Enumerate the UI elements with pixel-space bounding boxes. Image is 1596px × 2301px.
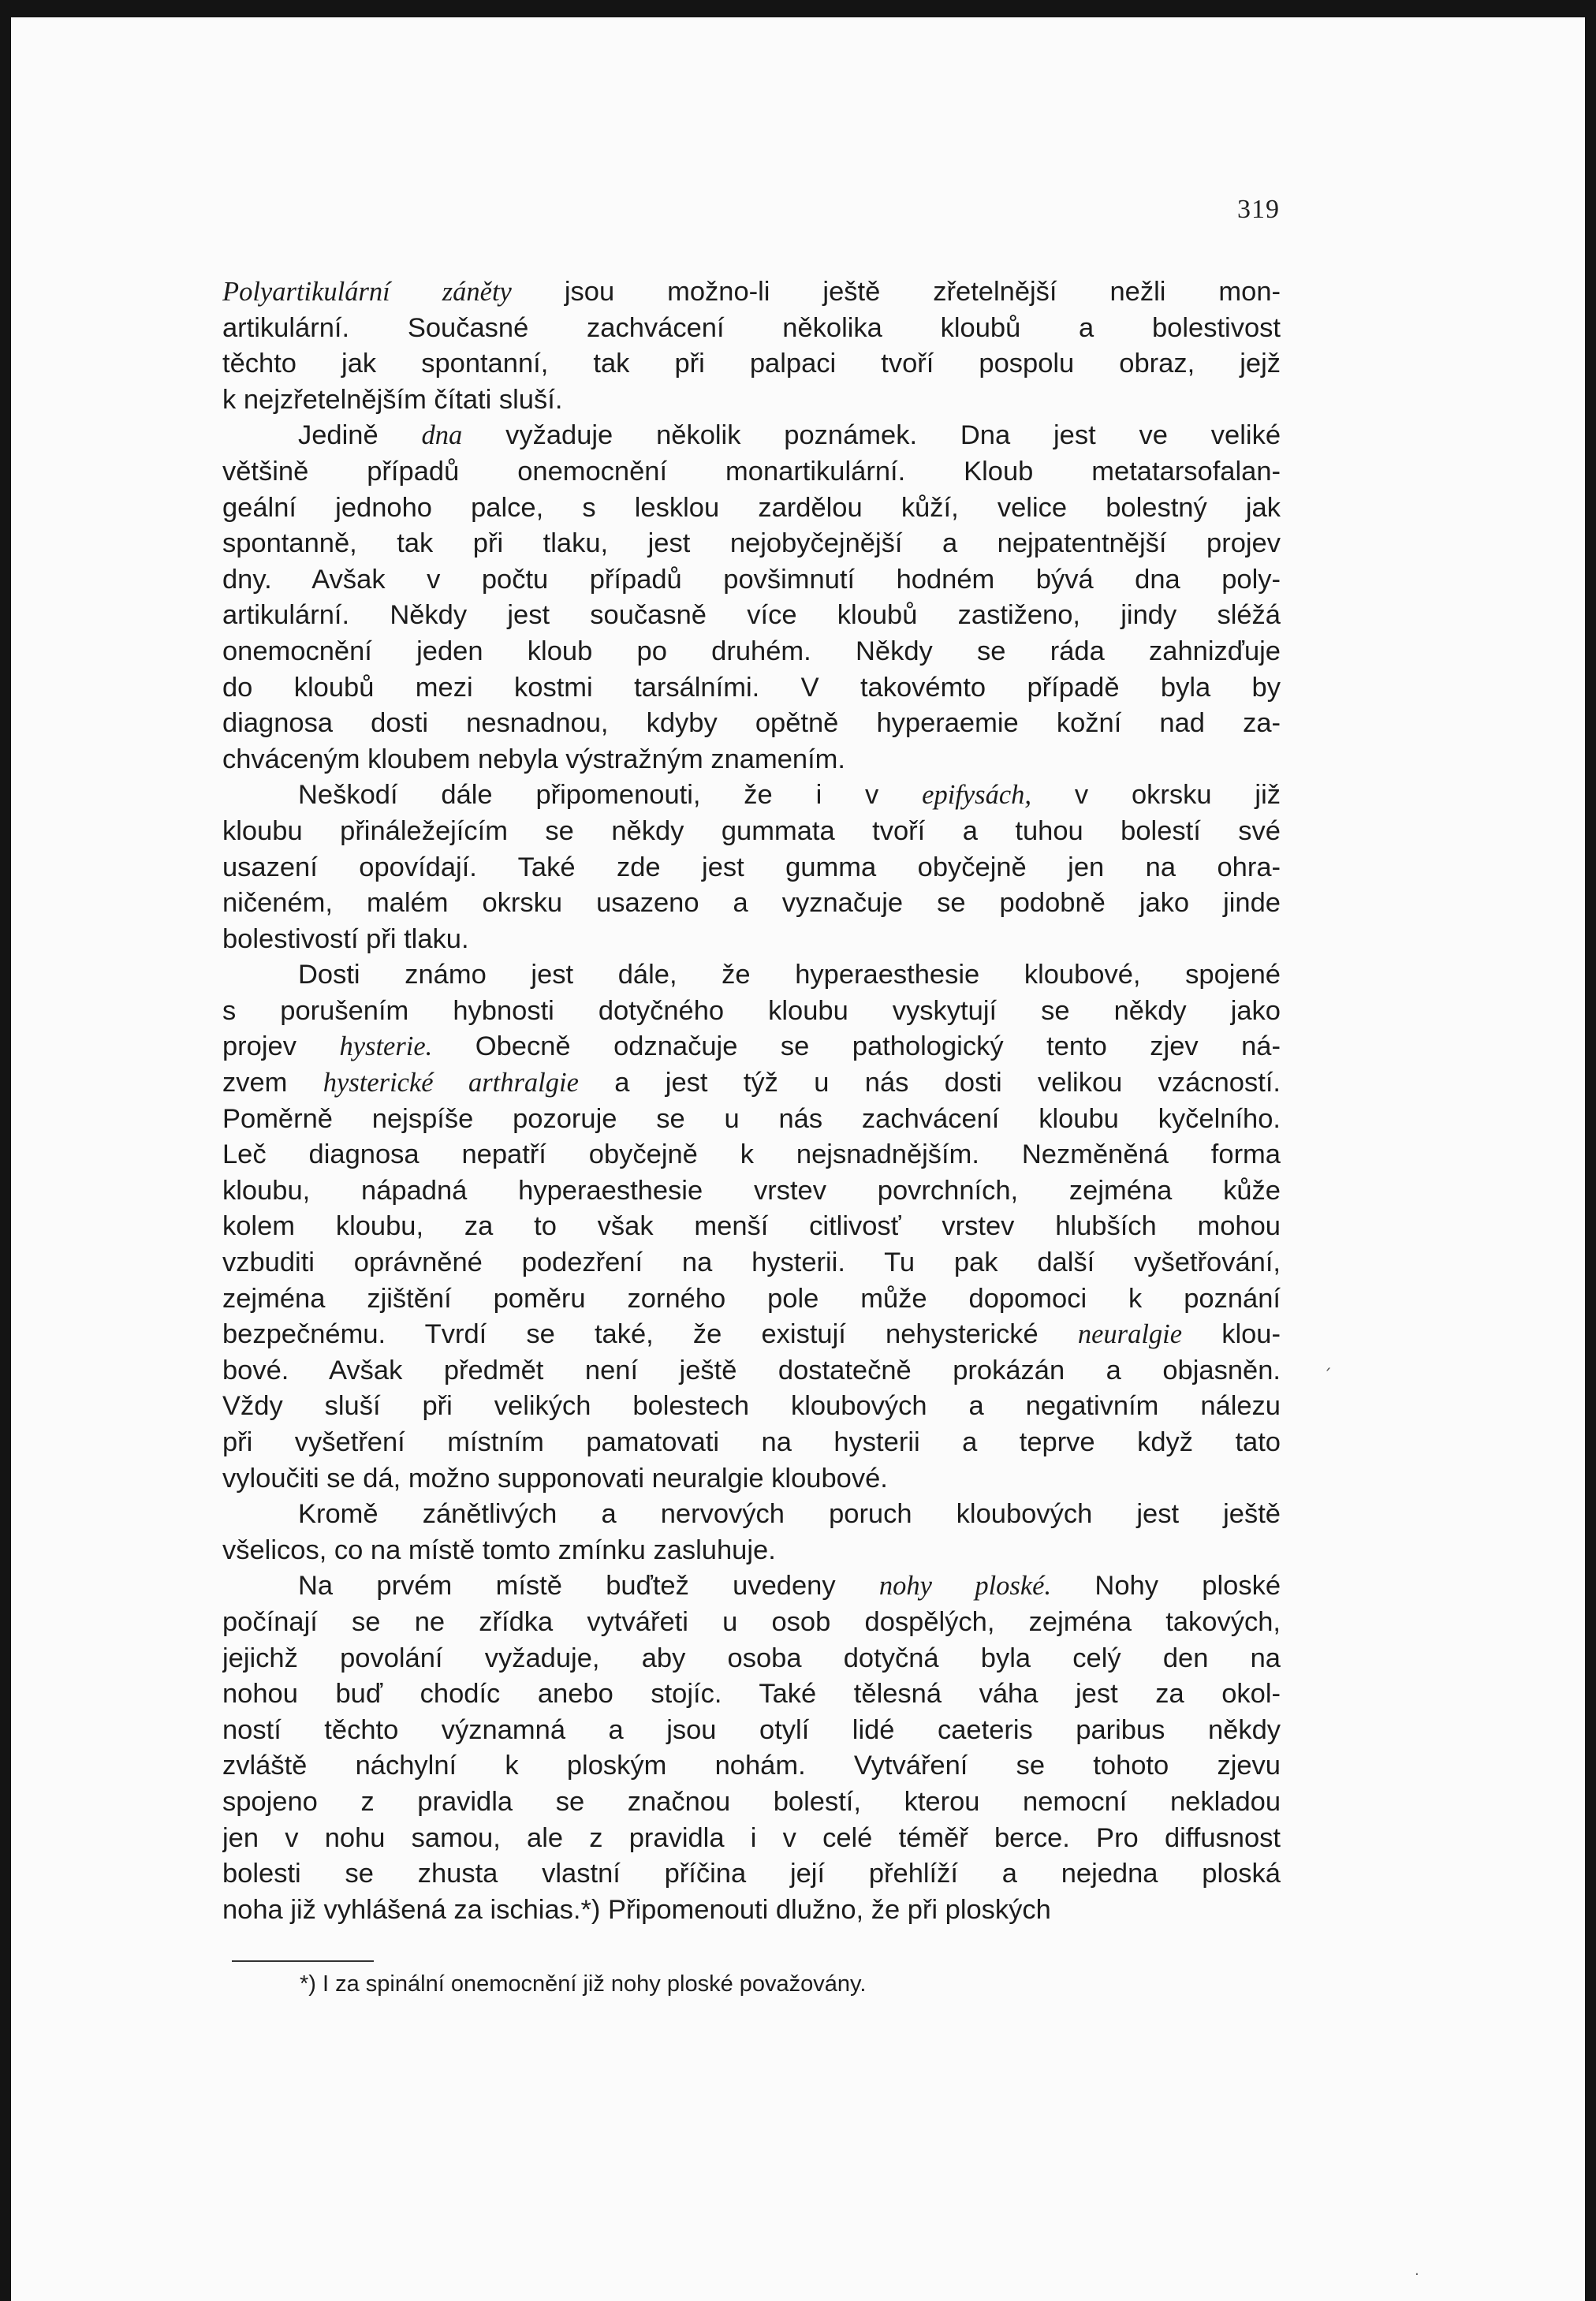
text-line xyxy=(222,1748,1281,1784)
text-run: dny. Avšak v počtu případů povšimnutí hodném bývá dna poly- xyxy=(222,564,1281,595)
footnote: *) I za spinální onemocnění již nohy ploské považovány. xyxy=(300,1971,867,1997)
text-line xyxy=(222,1353,1281,1389)
text-line xyxy=(222,1856,1281,1893)
text-line xyxy=(222,418,1281,454)
italic-term: hysterické arthralgie xyxy=(323,1068,579,1098)
text-run: Leč diagnosa nepatří obyčejně k nejsnadnějším. Nezměněná forma xyxy=(222,1139,1281,1170)
text-line xyxy=(222,1713,1281,1749)
text-line xyxy=(222,1425,1281,1461)
text-line xyxy=(222,1784,1281,1821)
text-run: spojeno z pravidla se značnou bolestí, kterou nemocní nekladou xyxy=(222,1786,1281,1817)
text-run: artikulární. Někdy jest současně více kloubů zastiženo, jindy sléžá xyxy=(222,600,1281,631)
text-run: jsou možno-li ještě zřetelnější nežli mon- xyxy=(511,277,1281,307)
text-line xyxy=(222,1281,1281,1318)
text-line xyxy=(222,1102,1281,1138)
text-run: projev xyxy=(222,1031,340,1062)
text-line xyxy=(222,1533,1281,1569)
text-run: onemocnění jeden kloub po druhém. Někdy se ráda zahnizďuje xyxy=(222,636,1281,666)
text-line xyxy=(222,634,1281,670)
text-line xyxy=(222,778,1281,814)
text-run: Vždy sluší při velikých bolestech kloubových a negativním nálezu xyxy=(222,1391,1281,1422)
text-line xyxy=(222,1821,1281,1857)
text-run: Dosti známo jest dále, že hyperaesthesie kloubové, spojené xyxy=(298,960,1281,990)
italic-term: dna xyxy=(421,420,463,451)
text-line xyxy=(222,1137,1281,1173)
text-line xyxy=(222,274,1281,311)
text-line xyxy=(222,598,1281,634)
text-line xyxy=(222,311,1281,347)
text-run: Jedině xyxy=(298,420,422,451)
text-line xyxy=(222,1461,1281,1497)
text-run: klou- xyxy=(1182,1319,1281,1350)
italic-term: neuralgie xyxy=(1077,1319,1183,1350)
footnote-divider xyxy=(232,1960,374,1962)
text-line xyxy=(222,922,1281,958)
text-line xyxy=(222,490,1281,527)
text-line xyxy=(222,1029,1281,1065)
text-line xyxy=(222,742,1281,778)
text-run: a jest týž u nás dosti velikou vzácností. xyxy=(578,1068,1281,1098)
italic-term: Polyartikulární záněty xyxy=(222,277,512,307)
page-number: 319 xyxy=(1237,195,1280,224)
text-line xyxy=(222,1317,1281,1353)
paragraph xyxy=(222,1568,1281,1928)
text-run: Kromě zánětlivých a nervových poruch kloubových jest ještě xyxy=(298,1499,1281,1530)
text-line xyxy=(222,706,1281,742)
text-run: kloubu přináležejícím se někdy gummata tvoří a tuhou bolestí své xyxy=(222,815,1281,846)
text-line xyxy=(222,1605,1281,1641)
italic-term: nohy ploské. xyxy=(878,1571,1052,1602)
text-run: nohou buď chodíc anebo stojíc. Také tělesná váha jest za okol- xyxy=(222,1679,1281,1710)
italic-term: hysterie. xyxy=(339,1031,433,1062)
book-page xyxy=(11,17,1585,2301)
margin-mark: · xyxy=(1415,2266,1419,2283)
text-line xyxy=(222,886,1281,922)
text-run: počínají se ne zřídka vytvářeti u osob dospělých, zejména takových, xyxy=(222,1606,1281,1637)
margin-mark: ˏ xyxy=(1323,1352,1332,1371)
text-run: kolem kloubu, za to však menší citlivosť vrstev hlubších mohou xyxy=(222,1211,1281,1242)
text-run: většině případů onemocnění monartikulární. Kloub metatarsofalan- xyxy=(222,456,1281,487)
text-run: kloubu, nápadná hyperaesthesie vrstev povrchních, zejména kůže xyxy=(222,1175,1281,1206)
body-text xyxy=(222,274,1281,1928)
text-line xyxy=(222,814,1281,850)
paragraph xyxy=(222,778,1281,957)
text-run: jen v nohu samou, ale z pravidla i v celé téměř berce. Pro diffusnost xyxy=(222,1822,1281,1853)
text-line xyxy=(222,850,1281,886)
text-line xyxy=(222,526,1281,562)
text-run: Neškodí dále připomenouti, že i v xyxy=(298,780,923,811)
text-line xyxy=(222,1389,1281,1425)
text-run: artikulární. Současné zachvácení několika kloubů a bolestivost xyxy=(222,312,1281,343)
text-line xyxy=(222,1173,1281,1210)
paragraph xyxy=(222,418,1281,778)
italic-term: epifysách, xyxy=(922,780,1032,811)
text-line xyxy=(222,670,1281,707)
text-line xyxy=(222,1568,1281,1605)
text-line xyxy=(222,382,1281,419)
text-run: zejména zjištění poměru zorného pole může dopomoci k poznání xyxy=(222,1283,1281,1314)
text-run: vzbuditi oprávněné podezření na hysterii. Tu pak další vyšetřování, xyxy=(222,1247,1281,1278)
text-line xyxy=(222,1245,1281,1281)
text-run: všelicos, co na místě tomto zmínku zasluhuje. xyxy=(222,1535,776,1565)
text-line xyxy=(222,454,1281,490)
text-run: Na prvém místě buďtež uvedeny xyxy=(298,1571,879,1602)
text-run: bové. Avšak předmět není ještě dostatečně prokázán a objasněn. xyxy=(222,1355,1281,1385)
text-line xyxy=(222,1676,1281,1713)
text-run: diagnosa dosti nesnadnou, kdyby opětně hyperaemie kožní nad za- xyxy=(222,708,1281,739)
paragraph xyxy=(222,957,1281,1497)
text-run: zvem xyxy=(222,1068,323,1098)
text-line xyxy=(222,994,1281,1030)
text-run: ností těchto významná a jsou otylí lidé caeteris paribus někdy xyxy=(222,1714,1281,1745)
text-run: bolesti se zhusta vlastní příčina její přehlíží a nejedna ploská xyxy=(222,1859,1281,1889)
text-run: s porušením hybnosti dotyčného kloubu vyskytují se někdy jako xyxy=(222,995,1281,1026)
text-run: geální jednoho palce, s lesklou zardělou kůží, velice bolestný jak xyxy=(222,492,1281,523)
paragraph xyxy=(222,1497,1281,1568)
text-run: těchto jak spontanní, tak při palpaci tvoří pospolu obraz, jejž xyxy=(222,349,1281,379)
text-line xyxy=(222,1209,1281,1245)
text-line xyxy=(222,957,1281,994)
text-run: Nohy ploské xyxy=(1051,1571,1281,1602)
paragraph xyxy=(222,274,1281,418)
text-run: Poměrně nejspíše pozoruje se u nás zachvácení kloubu kyčelního. xyxy=(222,1103,1281,1134)
text-run: noha již vyhlášená za ischias.*) Připomenouti dlužno, že při ploských xyxy=(222,1894,1051,1925)
text-line xyxy=(222,1641,1281,1677)
text-run: do kloubů mezi kostmi tarsálními. V takovémto případě byla by xyxy=(222,672,1281,703)
text-run: při vyšetření místním pamatovati na hysterii a teprve když tato xyxy=(222,1427,1281,1457)
text-line xyxy=(222,1893,1281,1929)
text-run: ničeném, malém okrsku usazeno a vyznačuje se podobně jako jinde xyxy=(222,888,1281,919)
text-line xyxy=(222,346,1281,382)
text-run: k nejzřetelnějším čítati sluší. xyxy=(222,384,563,415)
text-run: spontanně, tak při tlaku, jest nejobyčejnější a nejpatentnější projev xyxy=(222,528,1281,559)
text-run: vyloučiti se dá, možno supponovati neuralgie kloubové. xyxy=(222,1463,888,1494)
text-line xyxy=(222,1497,1281,1533)
text-run: Obecně odznačuje se pathologický tento zjev ná- xyxy=(432,1031,1281,1062)
text-run: zvláště náchylní k ploským nohám. Vytváření se tohoto zjevu xyxy=(222,1751,1281,1781)
text-line xyxy=(222,1065,1281,1102)
text-run: usazení opovídají. Také zde jest gumma obyčejně jen na ohra- xyxy=(222,852,1281,882)
text-run: vyžaduje několik poznámek. Dna jest ve veliké xyxy=(462,420,1281,451)
text-line xyxy=(222,562,1281,599)
text-run: bolestivostí při tlaku. xyxy=(222,923,469,954)
text-run: chváceným kloubem nebyla výstražným znamením. xyxy=(222,744,845,774)
text-run: jejichž povolání vyžaduje, aby osoba dotyčná byla celý den na xyxy=(222,1643,1281,1673)
text-run: bezpečnému. Tvrdí se také, že existují nehysterické xyxy=(222,1319,1078,1350)
text-run: v okrsku již xyxy=(1031,780,1281,811)
